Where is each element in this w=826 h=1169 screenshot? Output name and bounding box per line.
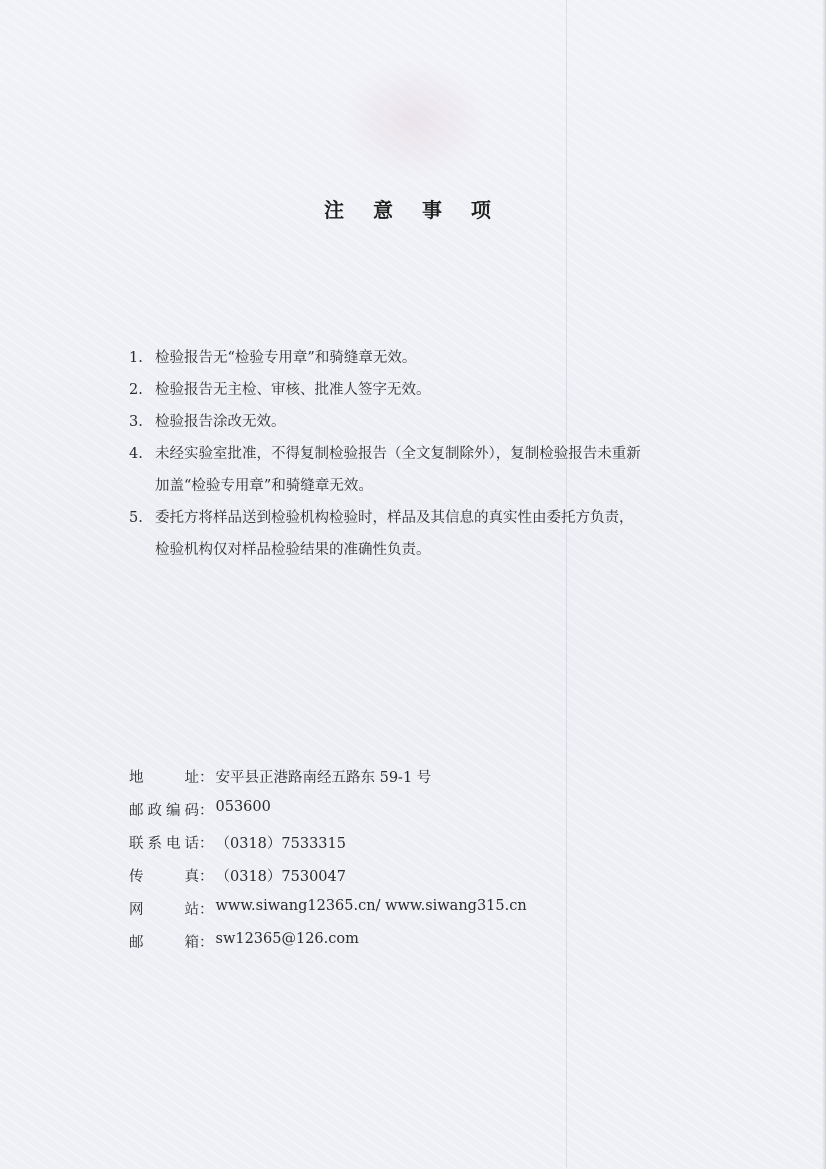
page-title: 注 意 事 项 (324, 198, 502, 222)
note-line: 检验报告无“检验专用章”和骑缝章无效。 (155, 350, 417, 366)
label-colon: ： (199, 770, 214, 786)
page-edge-shadow (822, 0, 826, 1169)
contact-phone (129, 832, 689, 865)
note-text (155, 374, 729, 406)
contact-label (129, 931, 199, 952)
contact-info (129, 766, 689, 964)
ink-bleed-mark (340, 60, 490, 180)
label-colon: ： (199, 869, 214, 885)
note-text (155, 406, 729, 438)
note-item-4 (129, 438, 729, 502)
label-colon: ： (199, 902, 214, 918)
phone-value: （0318）7533315 (215, 836, 346, 852)
note-line: 检验报告涂改无效。 (155, 414, 286, 430)
contact-postcode (129, 799, 689, 832)
note-line: 未经实验室批准，不得复制检验报告（全文复制除外），复制检验报告未重新 (155, 446, 641, 462)
note-number: 4. (129, 446, 143, 462)
contact-label (129, 898, 199, 919)
label-colon: ： (199, 935, 214, 951)
contact-email (129, 931, 689, 964)
contact-label (129, 865, 199, 886)
note-item-2 (129, 374, 729, 406)
phone-label: 联系电话 (129, 836, 199, 852)
paper-fold-line (566, 0, 567, 1169)
note-line: 检验报告无主检、审核、批准人签字无效。 (155, 382, 431, 398)
contact-label (129, 832, 199, 853)
label-colon: ： (199, 803, 214, 819)
contact-fax (129, 865, 689, 898)
note-line: 委托方将样品送到检验机构检验时，样品及其信息的真实性由委托方负责， (155, 510, 634, 526)
email-label: 邮箱 (129, 935, 199, 951)
note-line: 检验机构仅对样品检验结果的准确性负责。 (155, 542, 431, 558)
contact-address (129, 766, 689, 799)
address-value: 安平县正港路南经五路东 59-1 号 (215, 770, 432, 786)
contact-website (129, 898, 689, 931)
address-label: 地址 (129, 770, 199, 786)
label-colon: ： (199, 836, 214, 852)
note-text (155, 342, 729, 374)
fax-label: 传真 (129, 869, 199, 885)
note-number: 5. (129, 510, 143, 526)
email-value: sw12365@126.com (215, 931, 359, 947)
fax-value: （0318）7530047 (215, 869, 346, 885)
postcode-label: 邮政编码 (129, 803, 199, 819)
note-item-3 (129, 406, 729, 438)
contact-label (129, 799, 199, 820)
note-text (155, 502, 729, 566)
postcode-value: 053600 (215, 799, 271, 815)
note-item-1 (129, 342, 729, 374)
note-item-5 (129, 502, 729, 566)
note-number: 2. (129, 382, 143, 398)
notes-list (129, 342, 729, 566)
website-label: 网站 (129, 902, 199, 918)
note-number: 3. (129, 414, 143, 430)
website-value: www.siwang12365.cn/ www.siwang315.cn (215, 898, 527, 914)
note-line: 加盖“检验专用章”和骑缝章无效。 (155, 478, 373, 494)
note-number: 1. (129, 350, 143, 366)
contact-label (129, 766, 199, 787)
note-text (155, 438, 729, 502)
